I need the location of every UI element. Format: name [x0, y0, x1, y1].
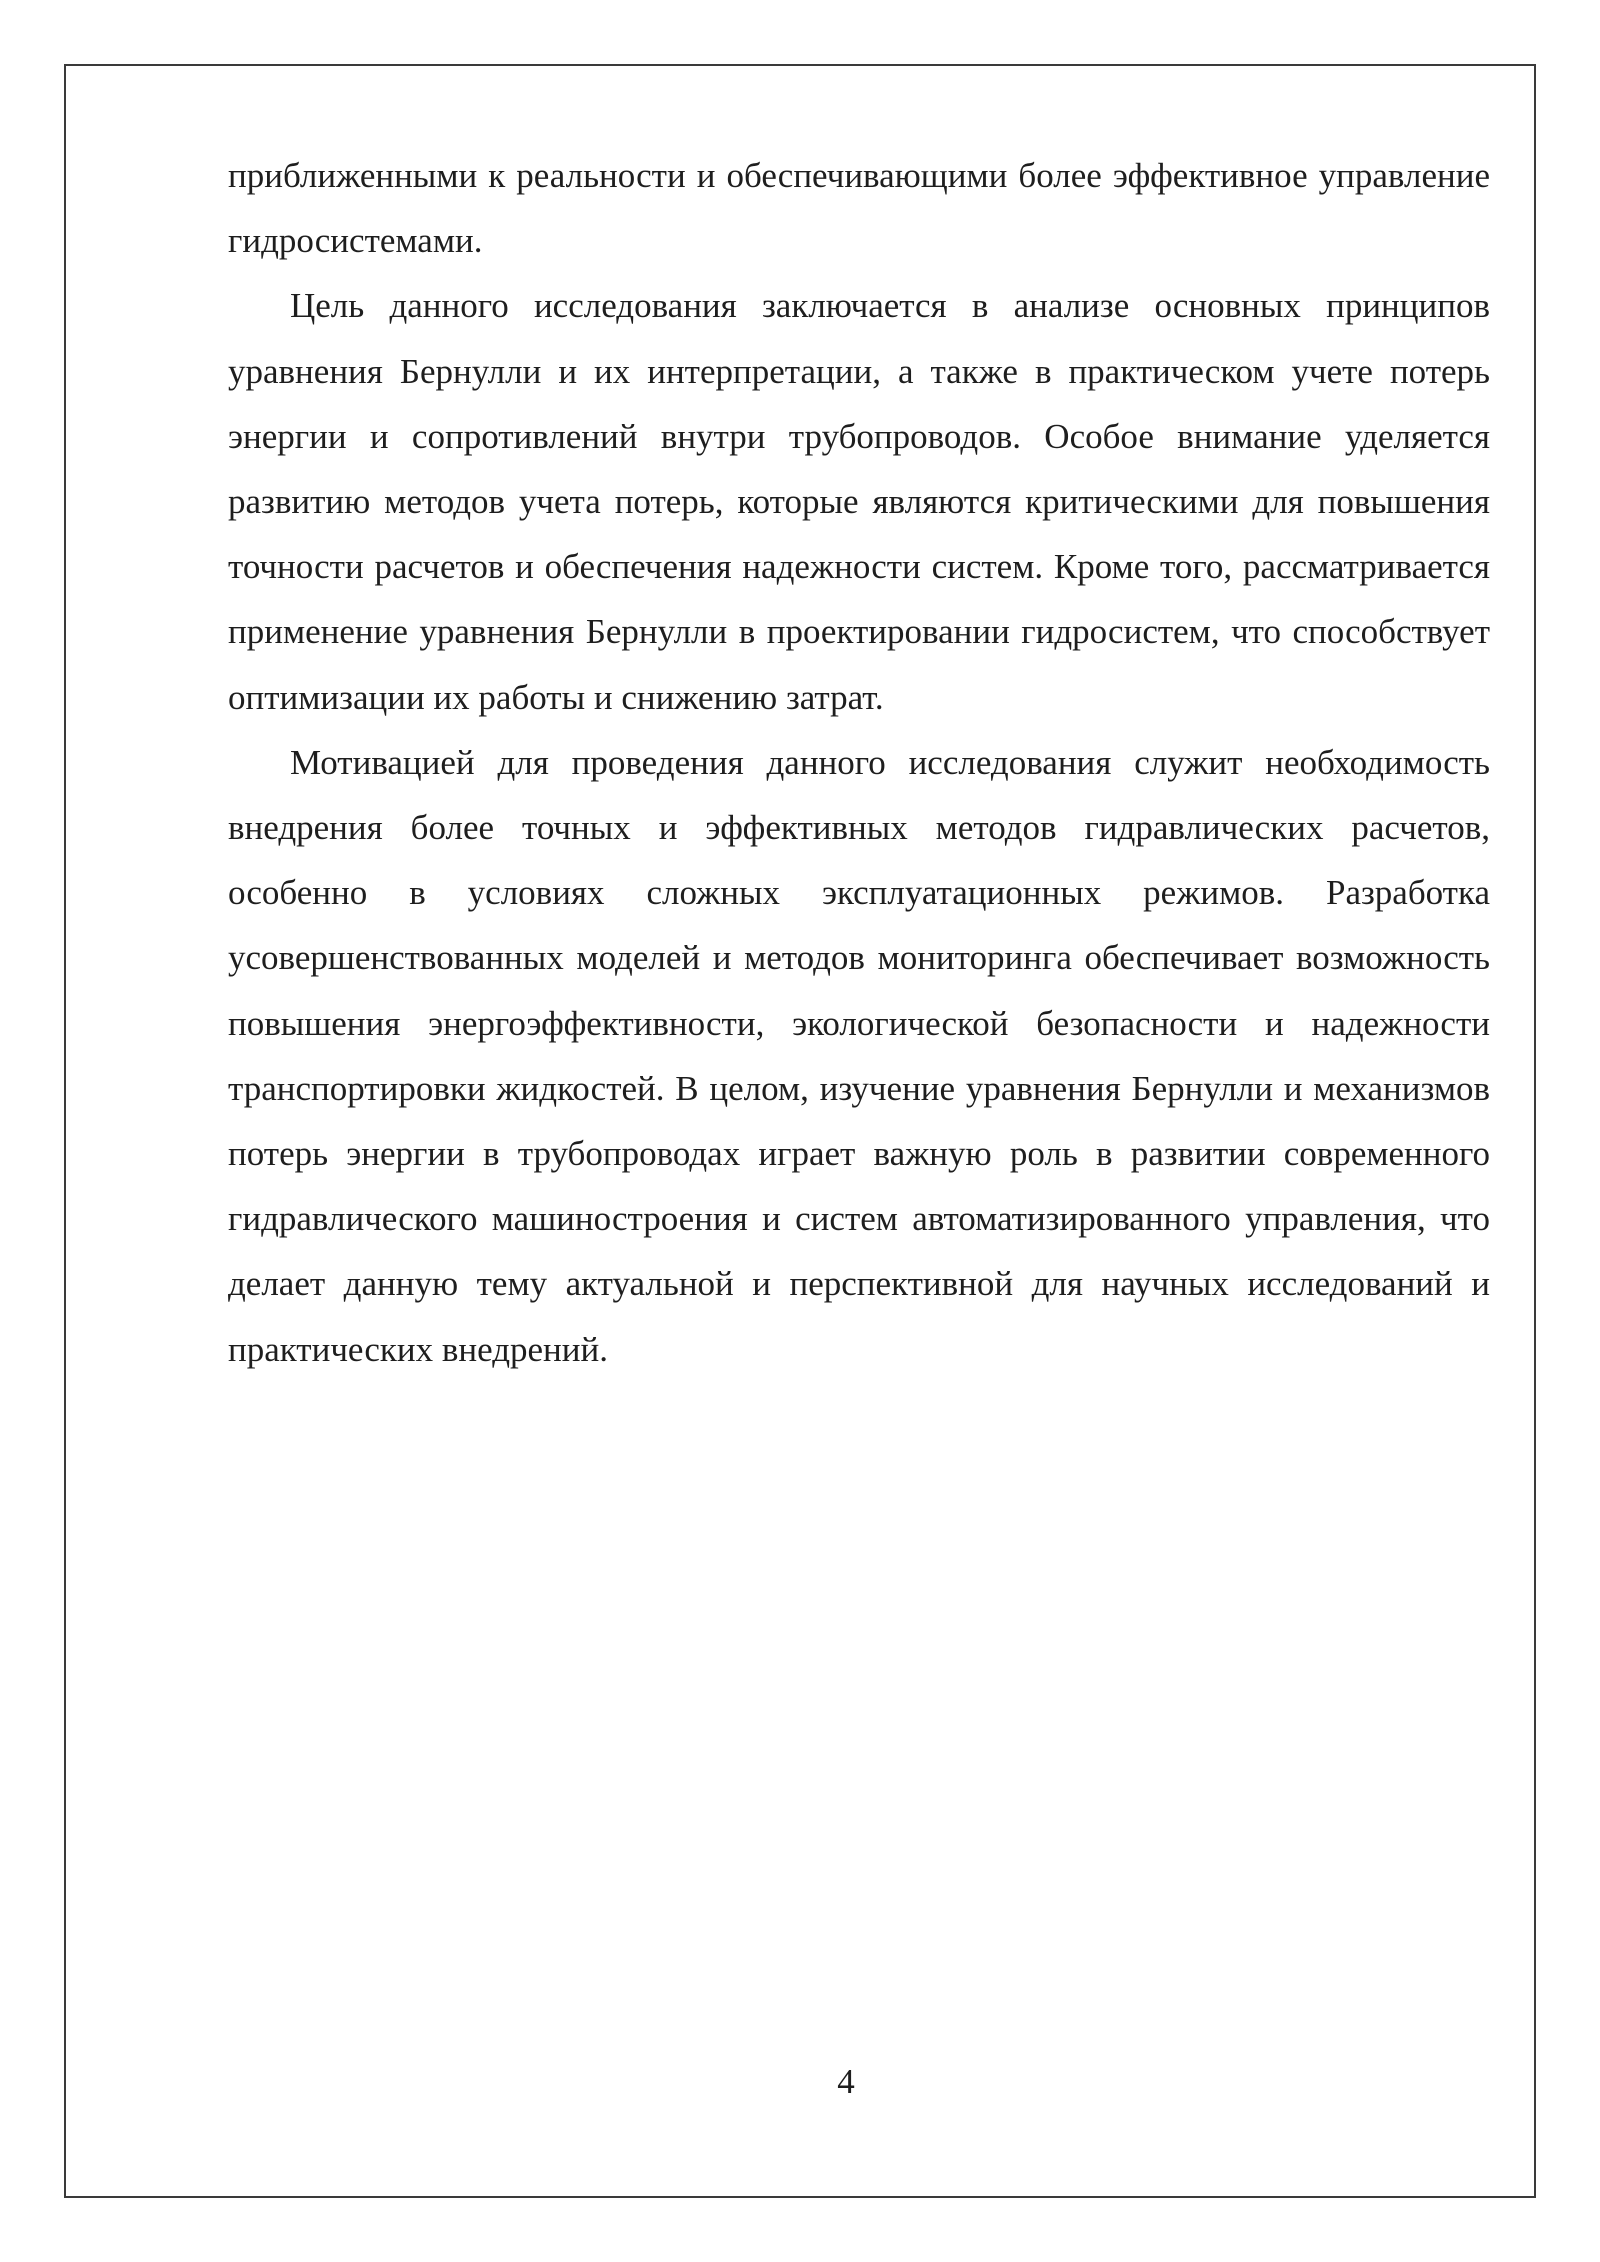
paragraph-motivation: Мотивацией для проведения данного исследования служит необходимость внедрения более точных и эффективных методов гидравлических расчетов, особенно в условиях сложных эксплуатационных режимов. Разработка усовершенствованных моделей и методов мониторинга обеспечивает возможность повышения энергоэффективности, экологической безопасности и надежности транспортировки жидкостей. В целом, изучение уравнения Бернулли и механизмов потерь энергии в трубопроводах играет важную роль в развитии современного гидравлического машиностроения и систем автоматизированного управления, что делает данную тему актуальной и перспективной для научных исследований и практических внедрений. [228, 742, 1490, 1369]
paragraph-continuation: приближенными к реальности и обеспечивающими более эффективное управление гидросистемами. [228, 156, 1490, 261]
paragraph-research-goal: Цель данного исследования заключается в анализе основных принципов уравнения Бернулли и их интерпретации, а также в практическом учете потерь энергии и сопротивлений внутри трубопроводов. Особое внимание уделяется развитию методов учета потерь, которые являются критическими для повышения точности расчетов и обеспечения надежности систем. Кроме того, рассматривается применение уравнения Бернулли в проектировании гидросистем, что способствует оптимизации их работы и снижению затрат. [228, 286, 1490, 717]
document-body [228, 143, 1490, 1382]
page-number: 4 [837, 2062, 855, 2101]
